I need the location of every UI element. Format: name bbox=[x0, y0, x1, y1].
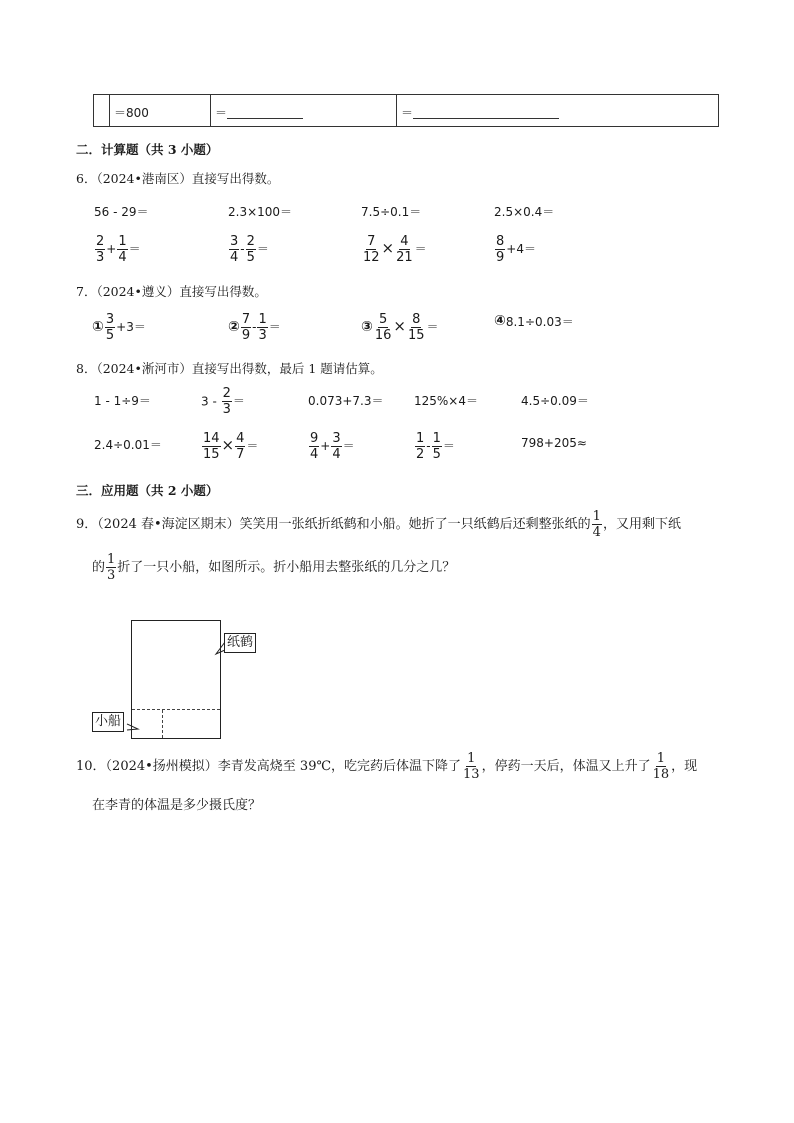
fraction: $\frac{2}{5}$ bbox=[246, 234, 255, 265]
label-crane: 纸鹤 bbox=[224, 633, 256, 653]
fraction: $\frac{7}{12}$ bbox=[363, 234, 380, 265]
q6-expr: 2.3×100＝ bbox=[228, 205, 293, 219]
q7-expr: ② $\frac{7}{9}$ - $\frac{1}{3}$ ＝ bbox=[228, 312, 281, 343]
q6-expr: 56 - 29＝ bbox=[94, 205, 149, 219]
table-cell-1: ＝800 bbox=[114, 106, 149, 120]
table-cell-2: ＝ bbox=[215, 104, 303, 121]
fraction: $\frac{3}{4}$ bbox=[332, 431, 341, 462]
q7-expr: ① $\frac{3}{5}$ +3＝ bbox=[92, 312, 146, 343]
fraction: $\frac{1}{3}$ bbox=[258, 312, 267, 343]
q6-expr-frac: $\frac{7}{12}$ × $\frac{4}{21}$ ＝ bbox=[363, 234, 427, 265]
answer-blank[interactable] bbox=[227, 118, 303, 119]
fraction: $\frac{1}{5}$ bbox=[432, 431, 441, 462]
fraction: $\frac{1}{3}$ bbox=[107, 552, 116, 583]
q8-expr: 4.5÷0.09＝ bbox=[521, 394, 589, 408]
callout-pointer bbox=[126, 722, 140, 732]
q6-expr-frac: $\frac{3}{4}$ - $\frac{2}{5}$ ＝ bbox=[230, 234, 269, 265]
q6-expr: 7.5÷0.1＝ bbox=[361, 205, 422, 219]
table-divider bbox=[396, 95, 397, 126]
q7-prompt: 7．（2024•遵义）直接写出得数。 bbox=[76, 284, 267, 299]
label-boat: 小船 bbox=[92, 712, 124, 732]
fraction: $\frac{1}{13}$ bbox=[463, 751, 480, 782]
fraction: $\frac{3}{5}$ bbox=[105, 312, 115, 343]
paper-diagram bbox=[131, 620, 221, 739]
q8-expr: 1 - 1÷9＝ bbox=[94, 394, 151, 408]
fraction: $\frac{2}{3}$ bbox=[96, 234, 105, 265]
fraction: $\frac{5}{16}$ bbox=[374, 312, 392, 343]
q6-expr-frac: $\frac{8}{9}$ +4＝ bbox=[496, 234, 536, 265]
q8-expr: $\frac{1}{2}$ - $\frac{1}{5}$ ＝ bbox=[416, 431, 455, 462]
fold-line bbox=[132, 709, 220, 710]
q8-expr: $\frac{9}{4}$ + $\frac{3}{4}$ ＝ bbox=[310, 431, 355, 462]
q8-expr: 2.4÷0.01＝ bbox=[94, 438, 162, 452]
q9-line1: 9．（2024 春•海淀区期末）笑笑用一张纸折纸鹤和小船。她折了一只纸鹤后还剩整张纸的 $\frac{1}{4}$ ，又用剩下纸 bbox=[76, 509, 681, 540]
q7-expr: ④8.1÷0.03＝ bbox=[494, 313, 574, 329]
fraction: $\frac{1}{2}$ bbox=[416, 431, 425, 462]
fraction: $\frac{8}{9}$ bbox=[496, 234, 505, 265]
q8-prompt: 8．（2024•淅河市）直接写出得数，最后 1 题请估算。 bbox=[76, 361, 383, 376]
table-divider bbox=[210, 95, 211, 126]
fraction: $\frac{2}{3}$ bbox=[222, 386, 231, 417]
fold-line bbox=[162, 710, 163, 738]
q10-line1: 10．（2024•扬州模拟）李青发高烧至 39℃，吃完药后体温下降了 $\frac{1}{13}$ ，停药一天后，体温又上升了 $\frac{1}{18}$ ，现 bbox=[76, 751, 698, 782]
section-title-calc: 二．计算题（共 3 小题） bbox=[76, 142, 219, 157]
answer-table bbox=[93, 94, 719, 127]
q8-expr: 3 - $\frac{2}{3}$ ＝ bbox=[201, 386, 245, 417]
q6-prompt: 6．（2024•港南区）直接写出得数。 bbox=[76, 171, 280, 186]
table-divider bbox=[109, 95, 110, 126]
fraction: $\frac{1}{4}$ bbox=[118, 234, 127, 265]
q8-expr: 798+205≈ bbox=[521, 436, 587, 450]
fraction: $\frac{14}{15}$ bbox=[203, 431, 220, 462]
fraction: $\frac{8}{15}$ bbox=[407, 312, 425, 343]
answer-blank[interactable] bbox=[413, 118, 559, 119]
fraction: $\frac{9}{4}$ bbox=[310, 431, 319, 462]
section-title-apply: 三．应用题（共 2 小题） bbox=[76, 483, 219, 498]
q9-line2: 的 $\frac{1}{3}$ 折了一只小船，如图所示。折小船用去整张纸的几分之几？ bbox=[92, 552, 456, 583]
table-cell-3: ＝ bbox=[401, 104, 559, 121]
q6-expr: 2.5×0.4＝ bbox=[494, 205, 555, 219]
fraction: $\frac{1}{4}$ bbox=[592, 509, 601, 540]
q7-expr: ③ $\frac{5}{16}$ × $\frac{8}{15}$ ＝ bbox=[361, 312, 439, 343]
fraction: $\frac{3}{4}$ bbox=[230, 234, 239, 265]
fraction: $\frac{4}{21}$ bbox=[396, 234, 413, 265]
fraction: $\frac{7}{9}$ bbox=[241, 312, 251, 343]
fraction: $\frac{1}{18}$ bbox=[652, 751, 670, 782]
q8-expr: $\frac{14}{15}$ × $\frac{4}{7}$ ＝ bbox=[203, 431, 259, 462]
fraction: $\frac{4}{7}$ bbox=[236, 431, 245, 462]
q8-expr: 125%×4＝ bbox=[414, 394, 478, 408]
q8-expr: 0.073+7.3＝ bbox=[308, 394, 384, 408]
q10-line2: 在李青的体温是多少摄氏度？ bbox=[92, 798, 262, 813]
q6-expr-frac: $\frac{2}{3}$ + $\frac{1}{4}$ ＝ bbox=[96, 234, 141, 265]
